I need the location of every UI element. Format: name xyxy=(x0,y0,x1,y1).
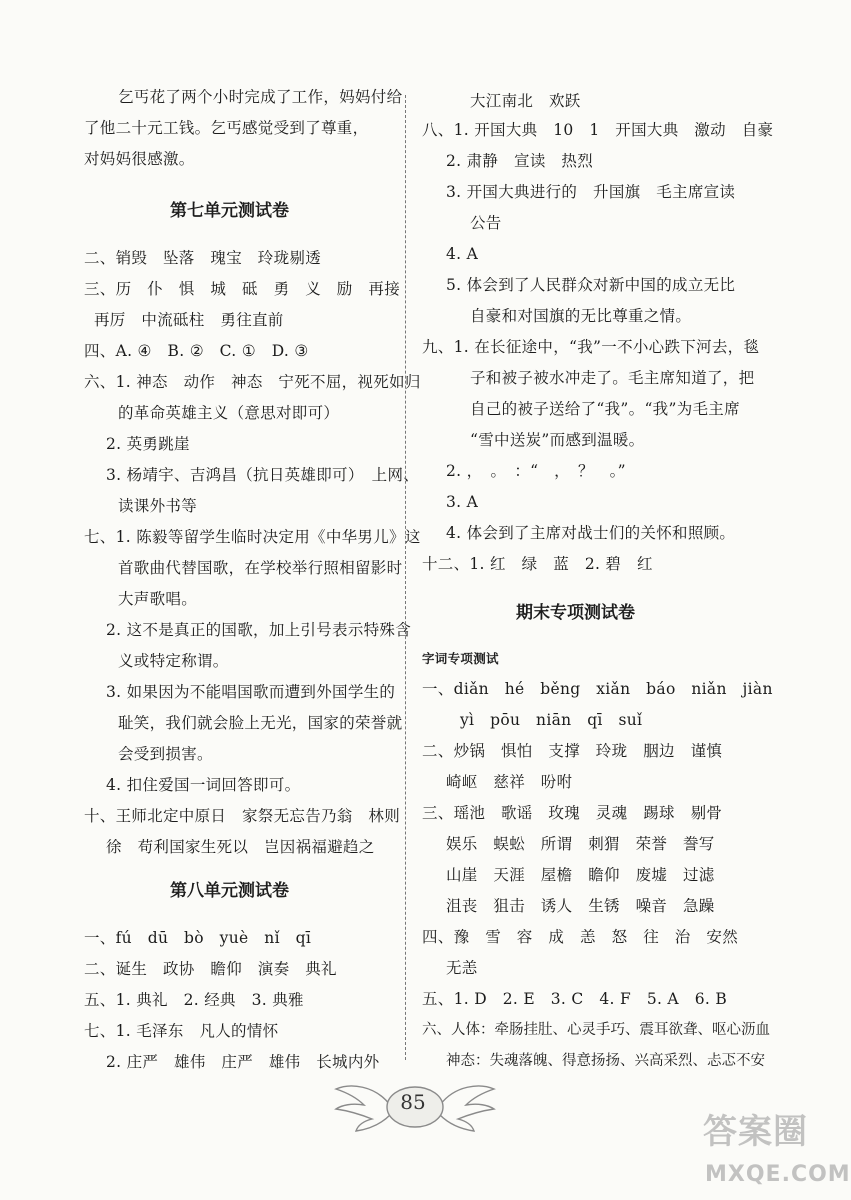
answer-line: 沮丧 狙击 诱人 生锈 噪音 急躁 xyxy=(446,897,715,915)
answer-line: 七、1. 毛泽东 凡人的情怀 xyxy=(84,1022,279,1040)
answer-line: 2. 英勇跳崖 xyxy=(106,435,190,453)
subsection-title: 字词专项测试 xyxy=(422,651,499,666)
answer-line: 三、瑶池 歌谣 玫瑰 灵魂 踢球 剔骨 xyxy=(422,804,723,822)
answer-line: 五、1. 典礼 2. 经典 3. 典雅 xyxy=(84,991,304,1009)
answer-line: 十二、1. 红 绿 蓝 2. 碧 红 xyxy=(422,555,653,573)
section-title-unit8: 第八单元测试卷 xyxy=(170,881,289,901)
answer-line: 自己的被子送给了“我”。“我”为毛主席 xyxy=(470,400,740,418)
answer-line: 娱乐 蜈蚣 所谓 刺猬 荣誉 誊写 xyxy=(446,835,715,853)
page-number: 85 xyxy=(400,1090,426,1114)
answer-line: 大江南北 欢跃 xyxy=(470,92,581,110)
answer-line: 4. 扣住爱国一词回答即可。 xyxy=(106,776,301,794)
answer-line: 七、1. 陈毅等留学生临时决定用《中华男儿》这 xyxy=(84,528,421,546)
answer-line: 子和被子被水冲走了。毛主席知道了，把 xyxy=(470,369,755,387)
answer-line: 公告 xyxy=(470,214,502,232)
answer-line: 读课外书等 xyxy=(118,497,198,515)
watermark-logo xyxy=(695,1100,851,1200)
answer-line: 二、销毁 坠落 瑰宝 玲珑剔透 xyxy=(84,249,322,267)
answer-line: 四、A. ④ B. ② C. ① D. ③ xyxy=(84,342,309,360)
answer-line: 无恙 xyxy=(446,959,478,977)
watermark-top: 答案圈 xyxy=(703,1112,808,1152)
answer-line: 3. A xyxy=(446,493,479,511)
section-title-final: 期末专项测试卷 xyxy=(516,603,635,623)
answer-line: 2. 庄严 雄伟 庄严 雄伟 长城内外 xyxy=(106,1053,380,1071)
watermark-bottom: MXQE.COM xyxy=(705,1162,851,1187)
text-line: 乞丐花了两个小时完成了工作，妈妈付给 xyxy=(118,88,403,106)
answer-line: 2. 这不是真正的国歌，加上引号表示特殊含 xyxy=(106,621,412,639)
answer-line: 5. 体会到了人民群众对新中国的成立无比 xyxy=(446,276,736,294)
answer-line: 大声歌唱。 xyxy=(118,590,198,608)
text-line: 了他二十元工钱。乞丐感觉受到了尊重， xyxy=(84,119,369,137)
answer-line: 3. 开国大典进行的 升国旗 毛主席宣读 xyxy=(446,183,736,201)
answer-line: 八、1. 开国大典 10 1 开国大典 激动 自豪 xyxy=(422,121,774,139)
answer-line: 3. 杨靖宇、吉鸿昌（抗日英雄即可） 上网、 xyxy=(106,466,420,484)
answer-line: 一、diǎn hé běng xiǎn báo niǎn jiàn xyxy=(422,680,773,698)
answer-line: 崎岖 慈祥 吩咐 xyxy=(446,773,573,791)
answer-line: 五、1. D 2. E 3. C 4. F 5. A 6. B xyxy=(422,990,728,1008)
answer-line: 2. ， 。 ：“ ， ？ 。” xyxy=(446,462,626,480)
answer-line: 二、诞生 政协 瞻仰 演奏 典礼 xyxy=(84,960,337,978)
answer-line: “雪中送炭”而感到温暖。 xyxy=(470,431,645,449)
answer-line: 2. 肃静 宣读 热烈 xyxy=(446,152,594,170)
answer-line: 3. 如果因为不能唱国歌而遭到外国学生的 xyxy=(106,683,396,701)
answer-line: 的革命英雄主义（意思对即可） xyxy=(118,404,340,422)
answer-line: 4. 体会到了主席对战士们的关怀和照顾。 xyxy=(446,524,736,542)
answer-line: 会受到损害。 xyxy=(118,745,213,763)
answer-line: 六、人体：牵肠挂肚、心灵手巧、震耳欲聋、呕心沥血 xyxy=(422,1022,770,1038)
section-title-unit7: 第七单元测试卷 xyxy=(170,201,289,221)
answer-line: 山崖 天涯 屋檐 瞻仰 废墟 过滤 xyxy=(446,866,715,884)
answer-line: 四、豫 雪 容 成 恙 怒 往 治 安然 xyxy=(422,928,739,946)
answer-line: 耻笑，我们就会脸上无光，国家的荣誉就 xyxy=(118,714,403,732)
answer-line: 神态：失魂落魄、得意扬扬、兴高采烈、忐忑不安 xyxy=(446,1053,765,1069)
answer-line: 三、历 仆 惧 城 砥 勇 义 励 再接 xyxy=(84,280,401,298)
text-line: 对妈妈很感激。 xyxy=(84,150,195,168)
answer-line: yì pōu niān qī suǐ xyxy=(460,711,643,729)
answer-line: 十、王师北定中原日 家祭无忘告乃翁 林则 xyxy=(84,807,401,825)
answer-line: 再厉 中流砥柱 勇往直前 xyxy=(94,311,284,329)
answer-line: 徐 苟利国家生死以 岂因祸福避趋之 xyxy=(106,838,375,856)
answer-line: 自豪和对国旗的无比尊重之情。 xyxy=(470,307,692,325)
answer-line: 二、炒锅 惧怕 支撑 玲珑 胭边 谨慎 xyxy=(422,742,723,760)
answer-line: 六、1. 神态 动作 神态 宁死不屈，视死如归 xyxy=(84,373,421,391)
column-divider xyxy=(405,95,406,1060)
answer-line: 九、1. 在长征途中，“我”一不小心跌下河去，毯 xyxy=(422,338,760,356)
answer-line: 首歌曲代替国歌，在学校举行照相留影时 xyxy=(118,559,403,577)
answer-line: 义或特定称谓。 xyxy=(118,652,229,670)
answer-line: 一、fú dū bò yuè nǐ qī xyxy=(84,929,312,947)
answer-line: 4. A xyxy=(446,245,479,263)
